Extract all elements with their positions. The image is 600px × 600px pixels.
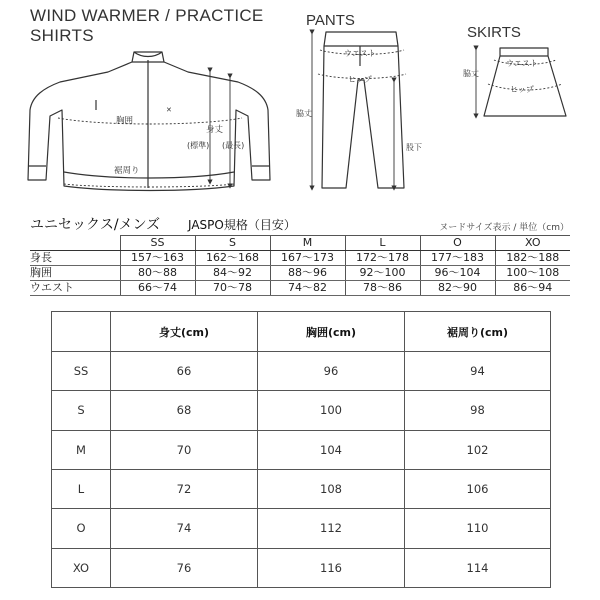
pants-side-label: 脇丈 (296, 109, 312, 118)
table-row (52, 509, 551, 548)
skirt-waist-label: ウエスト (506, 59, 538, 68)
table-cell: 88〜96 (270, 266, 345, 281)
table-row (52, 430, 551, 469)
table-cell: 74〜82 (270, 281, 345, 296)
table-cell: 98 (405, 391, 551, 430)
table-cell: 110 (405, 509, 551, 548)
table-cell: 78〜86 (345, 281, 420, 296)
size-cell: SS (52, 352, 111, 391)
jacket-logo-mark: ✕ (166, 106, 172, 114)
pants-waist-label: ウエスト (344, 49, 376, 58)
table-cell: 96 (258, 352, 405, 391)
jacket-length-label: 身丈 (206, 125, 224, 135)
size-header-cell: SS (120, 236, 195, 251)
jacket-chest-label: 胸囲 (116, 116, 134, 126)
unit-note: ヌードサイズ表示 / 単位（cm） (439, 223, 569, 233)
table-cell: 100 (258, 391, 405, 430)
table-row (30, 281, 570, 296)
table-cell: 100〜108 (495, 266, 570, 281)
table-cell: 76 (111, 548, 258, 587)
table-cell: 84〜92 (195, 266, 270, 281)
table-cell: 92〜100 (345, 266, 420, 281)
table-cell: 82〜90 (420, 281, 495, 296)
table-cell: 66 (111, 352, 258, 391)
skirts-title: SKIRTS (467, 24, 521, 41)
row-label: 胸囲 (30, 266, 120, 281)
row-label: ウエスト (30, 281, 120, 296)
body-size-table (30, 235, 570, 296)
table-cell: 116 (258, 548, 405, 587)
table-cell: 167〜173 (270, 251, 345, 266)
pants-hip-label: ヒップ (348, 75, 372, 84)
size-cell: L (52, 469, 111, 508)
table-cell: 162〜168 (195, 251, 270, 266)
garment-header-cell: 胸囲(cm) (258, 312, 405, 352)
table-cell: 114 (405, 548, 551, 587)
garment-size-table (51, 311, 551, 588)
table-row (52, 548, 551, 587)
table-cell: 157〜163 (120, 251, 195, 266)
table-row (52, 391, 551, 430)
size-header-blank (30, 236, 120, 251)
table-cell: 86〜94 (495, 281, 570, 296)
table-cell: 68 (111, 391, 258, 430)
size-header-cell: M (270, 236, 345, 251)
size-header-row (30, 236, 570, 251)
garment-header-row (52, 312, 551, 352)
shirts-title-line1: WIND WARMER / PRACTICE (30, 6, 264, 25)
table-cell: 96〜104 (420, 266, 495, 281)
pants-title: PANTS (306, 12, 355, 29)
table-cell: 74 (111, 509, 258, 548)
jacket-standard-label: (標準) (187, 141, 210, 150)
table-row (52, 469, 551, 508)
table-cell: 182〜188 (495, 251, 570, 266)
table-cell: 80〜88 (120, 266, 195, 281)
table-cell: 66〜74 (120, 281, 195, 296)
table-cell: 108 (258, 469, 405, 508)
size-header-cell: S (195, 236, 270, 251)
skirt-side-label: 脇丈 (463, 69, 479, 78)
table-cell: 70〜78 (195, 281, 270, 296)
size-cell: XO (52, 548, 111, 587)
size-cell: S (52, 391, 111, 430)
table-cell: 70 (111, 430, 258, 469)
table-cell: 102 (405, 430, 551, 469)
size-table-heading: ユニセックス/メンズ (30, 217, 161, 233)
shirts-title-line2: SHIRTS (30, 26, 94, 45)
table-cell: 172〜178 (345, 251, 420, 266)
size-header-cell: XO (495, 236, 570, 251)
size-cell: O (52, 509, 111, 548)
jacket-illustration (28, 52, 270, 191)
table-row (52, 352, 551, 391)
size-standard-label: JASPO規格（目安） (188, 218, 296, 232)
jacket-longest-label: (最長) (222, 141, 245, 150)
garment-header-cell: 身丈(cm) (111, 312, 258, 352)
table-cell: 106 (405, 469, 551, 508)
jacket-hem-label: 裾周り (114, 166, 140, 176)
table-cell: 112 (258, 509, 405, 548)
garment-header-cell: 裾周り(cm) (405, 312, 551, 352)
table-cell: 104 (258, 430, 405, 469)
table-row (30, 266, 570, 281)
table-cell: 177〜183 (420, 251, 495, 266)
size-cell: M (52, 430, 111, 469)
garment-header-blank (52, 312, 111, 352)
pants-inseam-label: 股下 (406, 143, 422, 152)
table-cell: 72 (111, 469, 258, 508)
garment-illustrations (0, 0, 600, 210)
table-cell: 94 (405, 352, 551, 391)
table-row (30, 251, 570, 266)
size-header-cell: O (420, 236, 495, 251)
row-label: 身長 (30, 251, 120, 266)
size-header-cell: L (345, 236, 420, 251)
skirt-hip-label: ヒップ (510, 85, 534, 94)
